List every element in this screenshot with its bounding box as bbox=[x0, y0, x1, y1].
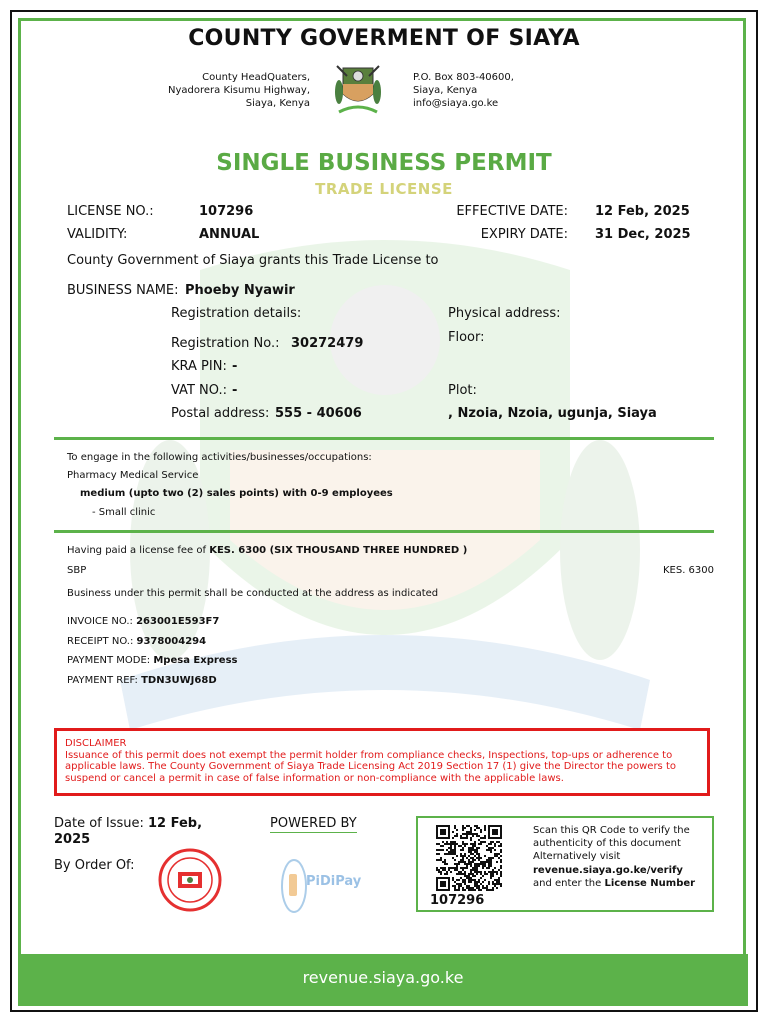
license-no-label: LICENSE NO.: bbox=[67, 204, 154, 219]
kra-pin-value: - bbox=[232, 359, 238, 374]
receipt-line: RECEIPT NO.: 9378004294 bbox=[67, 636, 207, 647]
payment-ref-value: TDN3UWJ68D bbox=[141, 675, 217, 686]
disclaimer-box bbox=[54, 728, 710, 796]
permit-subtitle: TRADE LICENSE bbox=[315, 180, 453, 198]
business-name-value: Phoeby Nyawir bbox=[185, 283, 295, 298]
registration-no-label: Registration No.: bbox=[171, 336, 280, 351]
pidipay-mark-icon bbox=[280, 858, 308, 914]
business-name-label: BUSINESS NAME: bbox=[67, 283, 179, 298]
floor-label: Floor: bbox=[448, 330, 485, 345]
disclaimer-title: DISCLAIMER bbox=[65, 738, 127, 749]
registration-details-label: Registration details: bbox=[171, 306, 302, 321]
invoice-line: INVOICE NO.: 263001E593F7 bbox=[67, 616, 220, 627]
by-order-of-label: By Order Of: bbox=[54, 858, 135, 873]
county-coat-of-arms-icon bbox=[333, 62, 383, 116]
receipt-value: 9378004294 bbox=[136, 636, 207, 647]
vat-no-value: - bbox=[232, 383, 238, 398]
county-title: COUNTY GOVERMENT OF SIAYA bbox=[188, 26, 580, 51]
expiry-date-label: EXPIRY DATE: bbox=[480, 227, 568, 242]
conduct-text: Business under this permit shall be conducted at the address as indicated bbox=[67, 588, 439, 599]
payment-mode-line: PAYMENT MODE: Mpesa Express bbox=[67, 655, 238, 666]
effective-date-label: EFFECTIVE DATE: bbox=[456, 204, 568, 219]
effective-date-value: 12 Feb, 2025 bbox=[595, 204, 690, 219]
sbp-label: SBP bbox=[67, 565, 87, 576]
invoice-value: 263001E593F7 bbox=[136, 616, 220, 627]
divider bbox=[54, 530, 714, 533]
postal-address-value: 555 - 40606 bbox=[275, 406, 362, 421]
license-no-value: 107296 bbox=[199, 204, 254, 219]
qr-code-icon[interactable] bbox=[436, 825, 502, 891]
registration-no-value: 30272479 bbox=[291, 336, 364, 351]
physical-address-label: Physical address: bbox=[448, 306, 561, 321]
postal-address-label: Postal address: bbox=[171, 406, 270, 421]
county-contacts: P.O. Box 803-40600, Siaya, Kenya info@siaya.go.ke bbox=[413, 72, 514, 109]
kra-pin-label: KRA PIN: bbox=[171, 359, 227, 374]
powered-by-label: POWERED BY bbox=[270, 816, 357, 831]
vat-no-label: VAT NO.: bbox=[171, 383, 227, 398]
business-location-value: , Nzoia, Nzoia, ugunja, Siaya bbox=[448, 406, 657, 421]
license-fee-amount: KES. 6300 (SIX THOUSAND THREE HUNDRED ) bbox=[209, 545, 468, 556]
qr-license-number: 107296 bbox=[430, 893, 485, 908]
official-stamp-icon bbox=[158, 848, 222, 912]
county-address: County HeadQuaters, Nyadorera Kisumu Highway, Siaya, Kenya bbox=[168, 72, 310, 109]
disclaimer-text: Issuance of this permit does not exempt the permit holder from compliance checks, Inspections, top-ups or adherence to applicable laws. The County Government of Siaya Trade Licensing Act 2019 Section 17 (1) give the Director the powers to suspend or cancel a permit in case of false information or non-compliance with the applicable laws. bbox=[65, 749, 676, 784]
payment-ref-line: PAYMENT REF: TDN3UWJ68D bbox=[67, 675, 217, 686]
plot-label: Plot: bbox=[448, 383, 477, 398]
date-of-issue-value: 12 Feb, bbox=[148, 816, 203, 831]
activities-intro: To engage in the following activities/businesses/occupations: bbox=[67, 452, 372, 463]
verify-link[interactable]: revenue.siaya.go.ke/verify bbox=[533, 864, 683, 876]
activity-category: Pharmacy Medical Service bbox=[67, 470, 199, 481]
activity-detail: - Small clinic bbox=[92, 507, 156, 518]
activity-size: medium (upto two (2) sales points) with 0-9 employees bbox=[80, 488, 393, 499]
qr-instructions: Scan this QR Code to verify the authenticity of this document Alternatively visit revenue.siaya.go.ke/verify and enter the License Number bbox=[533, 825, 696, 889]
sbp-amount: KES. 6300 bbox=[662, 565, 714, 576]
date-of-issue: Date of Issue: 12 Feb, 2025 bbox=[54, 816, 203, 847]
footer-website[interactable]: revenue.siaya.go.ke bbox=[18, 954, 748, 1006]
pidipay-logo: PiDiPay bbox=[280, 858, 352, 914]
grant-text: County Government of Siaya grants this Trade License to bbox=[67, 253, 439, 268]
permit-title: SINGLE BUSINESS PERMIT bbox=[216, 150, 552, 176]
divider bbox=[54, 437, 714, 440]
validity-value: ANNUAL bbox=[199, 227, 260, 242]
license-fee-line: Having paid a license fee of KES. 6300 (SIX THOUSAND THREE HUNDRED ) bbox=[67, 545, 468, 556]
validity-label: VALIDITY: bbox=[67, 227, 128, 242]
payment-mode-value: Mpesa Express bbox=[153, 655, 238, 666]
expiry-date-value: 31 Dec, 2025 bbox=[595, 227, 691, 242]
